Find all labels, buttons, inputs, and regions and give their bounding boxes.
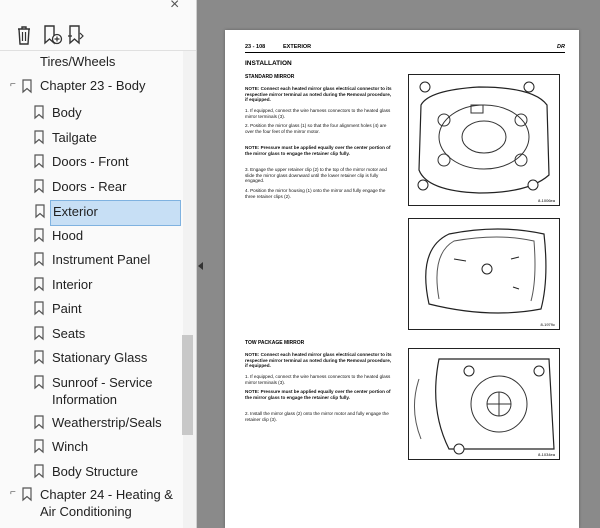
bookmark-label: Weatherstrip/Seals (52, 414, 162, 430)
bookmark-label: Instrument Panel (52, 252, 151, 267)
figure-code: 8-1006ea (538, 198, 555, 203)
mirror-housing-diagram (409, 219, 559, 329)
bookmark-item[interactable] (34, 127, 179, 151)
figure-mirror-housing (408, 218, 560, 330)
section-name: EXTERIOR (283, 44, 312, 50)
bookmark-add-icon[interactable] (42, 24, 62, 46)
bookmark-label: Doors - Front (52, 154, 129, 169)
step-text: 3. Engage the upper retainer clip (2) to the top of the mirror motor and slide the mirror glass downward until the lower retainer clip is fully engaged. (245, 167, 387, 184)
bookmark-item[interactable] (34, 102, 179, 126)
bookmark-icon (34, 228, 44, 242)
bookmark-chapter-23[interactable]: ⌐ Chapter 23 - Body (10, 78, 146, 93)
bookmark-label: Exterior (53, 204, 98, 219)
bookmark-icon (34, 154, 44, 168)
bookmark-item[interactable] (34, 347, 179, 371)
bookmark-label: Stationary Glass (52, 350, 148, 365)
bookmark-icon (34, 375, 44, 389)
bookmark-label: Body (52, 105, 82, 120)
collapse-icon[interactable]: ⌐ (10, 79, 16, 90)
bookmark-item[interactable] (34, 176, 179, 200)
step-text: 2. Position the mirror glass (1) so that the four alignment holes (4) are over the four feet of the mirror motor. (245, 123, 387, 134)
note-text: NOTE: Pressure must be applied equally over the center portion of the mirror glass to engage the retainer clip fully. (245, 145, 391, 156)
scrollbar-thumb[interactable] (182, 335, 193, 435)
step-text: 2. Install the mirror glass (2) onto the mirror motor and fully engage the retainer clip (3). (245, 411, 389, 422)
note-text: NOTE: Pressure must be applied equally over the center portion of the mirror glass to engage the retainer clip fully. (245, 389, 391, 400)
figure-standard-mirror (408, 74, 560, 206)
bookmark-label: Interior (52, 276, 93, 292)
bookmark-chapter-24[interactable]: ⌐ Chapter 24 - Heating & Air Conditioning (10, 487, 173, 519)
bookmark-icon (34, 301, 44, 315)
bookmark-item[interactable] (34, 225, 179, 249)
bookmark-item[interactable] (34, 323, 179, 347)
bookmarks-scrollbar[interactable] (183, 51, 196, 528)
bookmark-icon (35, 204, 45, 218)
bookmark-icon (34, 252, 44, 266)
bookmark-icon (34, 350, 44, 364)
bookmarks-toolbar (0, 0, 196, 51)
document-page (225, 30, 579, 528)
bookmark-item[interactable] (34, 461, 179, 485)
bookmark-item[interactable] (34, 274, 179, 298)
bookmark-label: Paint (52, 301, 82, 316)
section-heading: INSTALLATION (245, 60, 292, 67)
bookmark-icon (34, 179, 44, 193)
note-text: NOTE: Connect each heated mirror glass electrical connector to its respective mirror terminal as noted during the Removal procedure, if equipped. (245, 86, 392, 103)
step-text: 1. If equipped, connect the wire harness connectors to the heated glass mirror terminals (3). (245, 374, 391, 385)
brand-code: DR (557, 44, 565, 50)
bookmark-icon (34, 415, 44, 429)
bookmark-icon (34, 277, 44, 291)
standard-mirror-title: STANDARD MIRROR (245, 74, 295, 80)
bookmark-icon (34, 439, 44, 453)
bookmark-label: Doors - Rear (52, 178, 127, 194)
note-text: NOTE: Connect each heated mirror glass electrical connector to its respective mirror terminal as noted during the Removal procedure, if equipped. (245, 352, 392, 369)
page-header (245, 44, 565, 53)
bookmark-item[interactable] (34, 412, 179, 436)
bookmark-icon (34, 130, 44, 144)
bookmark-icon (34, 326, 44, 340)
figure-code: 8-1979c (540, 322, 555, 327)
bookmark-label: Body Structure (52, 463, 138, 479)
bookmarks-panel (0, 0, 197, 528)
collapse-icon[interactable]: ⌐ (10, 487, 16, 498)
bookmark-item[interactable] (34, 151, 179, 175)
mirror-glass-diagram (409, 75, 559, 205)
collapse-panel-arrow-icon[interactable] (198, 262, 203, 270)
close-panel-button[interactable]: × (170, 0, 180, 13)
bookmark-tree: Tires/Wheels ⌐ Chapter 23 - Body Body Tailgate Doors - Front Doors - Rear Exterior Hood Instrument Panel Interior Paint Seats Stationary Glass Sunroof - Service Information Weatherstrip/Seals Winch Body Structure ⌐ Chapter 24 - Heating & Air Conditioning (0, 51, 182, 528)
bookmark-item[interactable] (34, 249, 179, 273)
bookmark-label: Winch (52, 439, 89, 454)
bookmark-label: Tailgate (52, 129, 97, 145)
tow-mirror-title: TOW PACKAGE MIRROR (245, 340, 305, 346)
bookmark-item[interactable] (50, 200, 181, 226)
bookmark-label: Seats (52, 325, 86, 341)
step-text: 4. Position the mirror housing (1) onto the mirror and fully engage the three retainer clips (2). (245, 188, 386, 199)
bookmark-icon (34, 105, 44, 119)
bookmark-icon (22, 79, 32, 93)
bookmark-icon (34, 464, 44, 478)
bookmark-find-icon[interactable] (66, 24, 86, 46)
tow-mirror-diagram (409, 349, 559, 459)
bookmark-item[interactable] (34, 298, 179, 322)
bookmark-icon (22, 487, 32, 501)
figure-tow-mirror (408, 348, 560, 460)
bookmark-label: Sunroof - Service Information (52, 374, 153, 407)
page-number: 23 - 108 (245, 44, 266, 50)
bookmark-label: Hood (52, 227, 84, 243)
bookmark-item[interactable] (34, 436, 179, 460)
trash-icon[interactable] (14, 24, 34, 46)
figure-code: 8-1034ea (538, 452, 555, 457)
step-text: 1. If equipped, connect the wire harness connectors to the heated glass mirror terminals (3). (245, 108, 391, 119)
bookmark-item[interactable] (34, 372, 179, 412)
